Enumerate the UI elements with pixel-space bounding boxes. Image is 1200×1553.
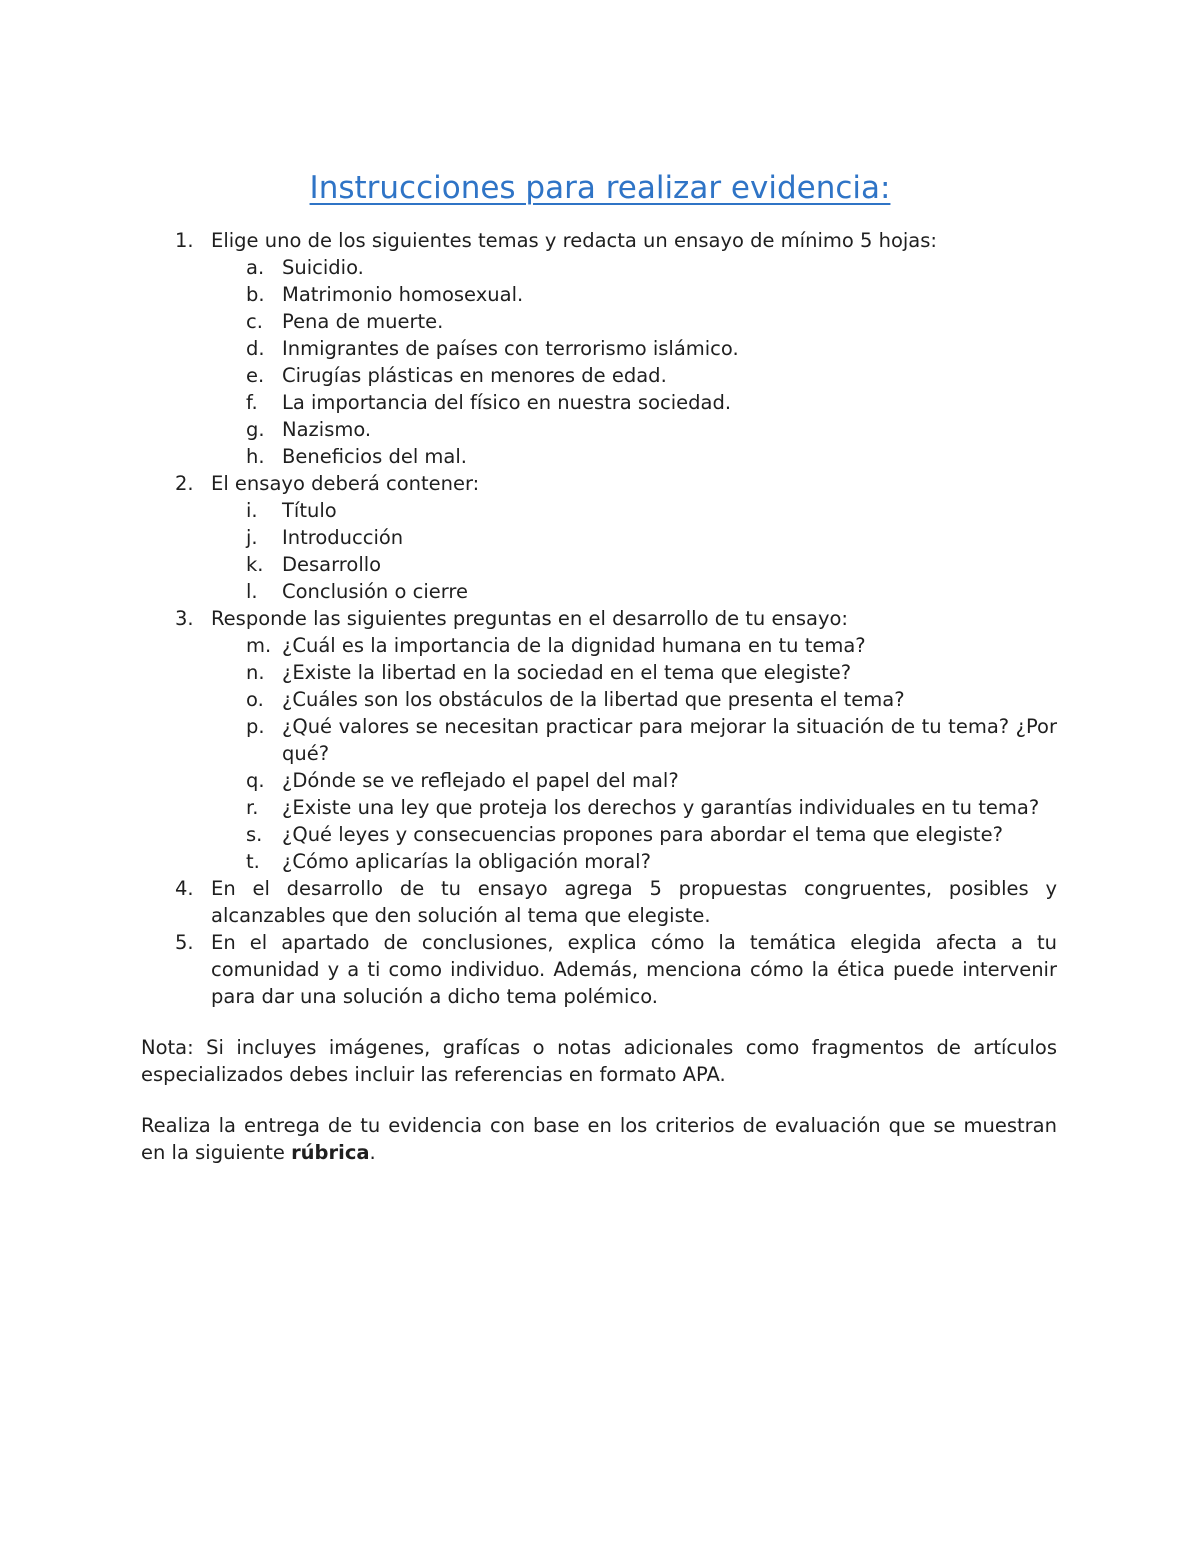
sub-list-item-letter: g. [246,418,265,441]
list-item-text: En el desarrollo de tu ensayo agrega 5 propuestas congruentes, posibles y alcanzables que den solución al tema que elegiste. [211,877,1057,927]
sub-list-item [141,389,1057,416]
sub-list-item-letter: q. [246,769,265,792]
sub-list-item-letter: c. [246,310,263,333]
sub-list-item-text: ¿Cuáles son los obstáculos de la libertad que presenta el tema? [282,688,905,711]
sub-list-item [141,416,1057,443]
sub-list-item [141,362,1057,389]
sub-list-item-text: ¿Existe la libertad en la sociedad en el tema que elegiste? [282,661,852,684]
sub-list-item [141,551,1057,578]
sub-list-item [141,497,1057,524]
sub-list-item [141,308,1057,335]
sub-list-item-text: Título [282,499,337,522]
document-body [141,227,1057,1166]
sub-list-item [141,524,1057,551]
sub-list-item-letter: m. [246,634,272,657]
sub-list-item [141,794,1057,821]
list-item-text: En el apartado de conclusiones, explica cómo la temática elegida afecta a tu comunidad y a ti como individuo. Además, menciona cómo la ética puede intervenir para dar una solución a dicho tema polémico. [211,931,1057,1008]
list-item-number: 2. [175,472,194,495]
sub-list-item [141,713,1057,767]
sub-list-item [141,632,1057,659]
sub-list-item-letter: l. [246,580,258,603]
list-item [141,875,1057,929]
sub-list-item-text: Suicidio. [282,256,364,279]
sub-list-item-letter: n. [246,661,265,684]
sub-list-item-letter: h. [246,445,265,468]
sub-list-item-text: Nazismo. [282,418,372,441]
sub-list-item [141,767,1057,794]
sub-list-item [141,335,1057,362]
instruction-list [141,227,1057,1010]
sub-list-item-letter: k. [246,553,264,576]
list-item [141,227,1057,254]
list-item-number: 4. [175,877,194,900]
sub-list-item-letter: b. [246,283,265,306]
sub-list-item-letter: d. [246,337,265,360]
spacer [141,1010,1057,1034]
closing-paragraph [141,1112,1057,1166]
sub-list-item [141,686,1057,713]
sub-list-item-letter: j. [246,526,258,549]
sub-list-item-letter: o. [246,688,264,711]
sub-list-item-text: Introducción [282,526,404,549]
list-item-text: El ensayo deberá contener: [211,472,480,495]
sub-list-item-text: Matrimonio homosexual. [282,283,524,306]
sub-list-item [141,821,1057,848]
page-title: Instrucciones para realizar evidencia: [309,170,891,206]
sub-list-item-letter: a. [246,256,265,279]
list-item-number: 3. [175,607,194,630]
sub-list-item-text: Inmigrantes de países con terrorismo islámico. [282,337,739,360]
closing-period: . [369,1141,376,1164]
list-item-number: 5. [175,931,194,954]
sub-list-item-letter: t. [246,850,260,873]
sub-list-item-letter: f. [246,391,258,414]
sub-list-item-text: Desarrollo [282,553,382,576]
sub-list-item [141,443,1057,470]
note-paragraph: Nota: Si incluyes imágenes, grafícas o notas adicionales como fragmentos de artículos especializados debes incluir las referencias en formato APA. [141,1036,1057,1086]
list-item [141,470,1057,497]
sub-list-item-text: La importancia del físico en nuestra sociedad. [282,391,732,414]
sub-list-item-letter: e. [246,364,265,387]
rubric-link-text: rúbrica [291,1141,370,1164]
sub-list-item-letter: r. [246,796,259,819]
list-item-text: Responde las siguientes preguntas en el desarrollo de tu ensayo: [211,607,848,630]
sub-list-item-text: ¿Dónde se ve reflejado el papel del mal? [282,769,679,792]
sub-list-item [141,281,1057,308]
spacer [141,1088,1057,1112]
sub-list-item [141,578,1057,605]
sub-list-item-letter: i. [246,499,258,522]
sub-list-item-text: ¿Cómo aplicarías la obligación moral? [282,850,651,873]
list-item-text: Elige uno de los siguientes temas y redacta un ensayo de mínimo 5 hojas: [211,229,937,252]
closing-text: Realiza la entrega de tu evidencia con base en los criterios de evaluación que se muestran en la siguiente [141,1114,1057,1164]
sub-list-item-letter: s. [246,823,263,846]
sub-list-item [141,848,1057,875]
sub-list-item [141,659,1057,686]
sub-list-item-text: Pena de muerte. [282,310,444,333]
sub-list-item-text: ¿Qué leyes y consecuencias propones para abordar el tema que elegiste? [282,823,1003,846]
sub-list-item-text: ¿Cuál es la importancia de la dignidad humana en tu tema? [282,634,866,657]
list-item [141,605,1057,632]
list-item-number: 1. [175,229,194,252]
sub-list-item-text: ¿Existe una ley que proteja los derechos y garantías individuales en tu tema? [282,796,1040,819]
sub-list-item-letter: p. [246,715,265,738]
sub-list-item-text: Cirugías plásticas en menores de edad. [282,364,667,387]
sub-list-item-text: Beneficios del mal. [282,445,467,468]
sub-list-item-text: Conclusión o cierre [282,580,468,603]
sub-list-item-text: ¿Qué valores se necesitan practicar para mejorar la situación de tu tema? ¿Por qué? [282,715,1057,765]
list-item [141,929,1057,1010]
sub-list-item [141,254,1057,281]
